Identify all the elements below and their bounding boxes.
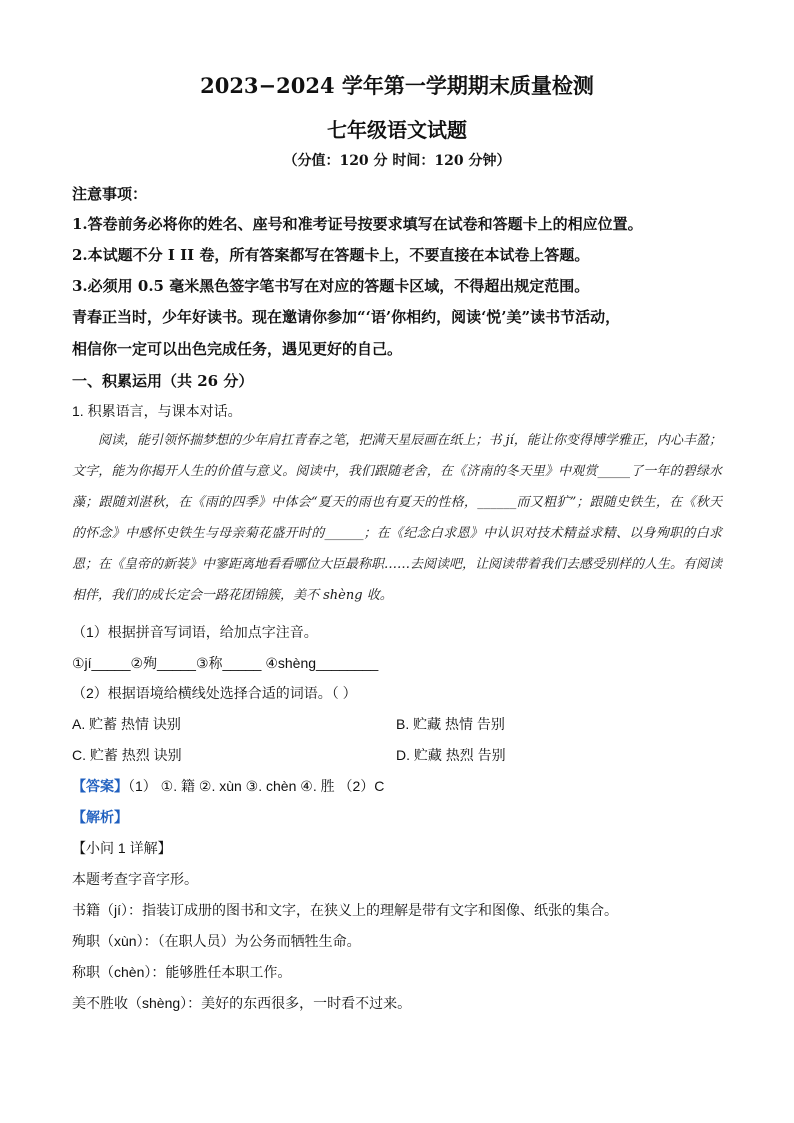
reading-passage: 阅读，能引领怀揣梦想的少年肩扛青春之笔，把满天星辰画在纸上；书 jí，能让你变得博学雅正，内心丰盈；文字，能为你揭开人生的价值与意义。阅读中，我们跟随老舍，在《济南的冬天里》中观赏_____了一年的碧绿水藻；跟随刘湛秋，在《雨的四季》中体会“夏天的雨也有夏天的性格，______而又粗犷”；跟随史铁生，在《秋天的怀念》中感怀史铁生与母亲菊花盛开时的______；在《纪念白求恩》中认识对技术精益求精、以身殉职的白求恩；在《皇帝的新装》中寥距离地看看哪位大臣最称职……去阅读吧，让阅读带着我们去感受别样的人生。有阅读相伴，我们的成长定会一路花团锦簇，美不 shèng 收。 (72, 433, 723, 603)
detail-label: 【小问 1 详解】 (72, 840, 172, 856)
exam-meta: （分值：120 分 时间：120 分钟） (283, 153, 511, 169)
notice-intro-2: 相信你一定可以出色完成任务，遇见更好的自己。 (72, 340, 403, 358)
exam-title: 2023−2024 学年第一学期期末质量检测 (200, 73, 594, 98)
detail-line-5: 美不胜收（shèng）：美好的东西很多，一时看不过来。 (72, 995, 412, 1011)
notice-item-3: 3.必须用 0.5 毫米黑色签字笔书写在对应的答题卡区域，不得超出规定范围。 (72, 277, 590, 295)
notice-item-2: 2.本试题不分 I II 卷，所有答案都写在答题卡上，不要直接在本试卷上答题。 (72, 246, 590, 264)
detail-line-3: 殉职（xùn）：（在职人员）为公务而牺牲生命。 (72, 933, 361, 949)
option-d: D. 贮藏 热烈 告别 (396, 747, 506, 763)
detail-line-2: 书籍（jí）：指装订成册的图书和文字，在狭义上的理解是带有文字和图像、纸张的集合。 (72, 902, 618, 918)
notice-heading: 注意事项： (72, 185, 148, 203)
sub-question-1: （1）根据拼音写词语，给加点字注音。 (72, 624, 318, 640)
notice-intro-1: 青春正当时，少年好读书。现在邀请你参加“‘语’你相约，阅读‘悦’美”读书节活动， (72, 308, 621, 326)
option-b: B. 贮藏 热情 告别 (396, 716, 505, 732)
answer-text: （1） ①. 籍 ②. xùn ③. chèn ④. 胜 （2）C (128, 778, 385, 794)
analysis-label: 【解析】 (72, 809, 128, 825)
exam-subtitle: 七年级语文试题 (327, 118, 467, 142)
sub-question-1-blanks: ①jí_____②殉_____③称_____ ④shèng________ (72, 655, 379, 671)
detail-line-4: 称职（chèn）：能够胜任本职工作。 (72, 964, 292, 980)
section-heading: 一、积累运用（共 26 分） (72, 372, 254, 390)
answer-label: 【答案】 (72, 778, 128, 794)
option-a: A. 贮蓄 热情 诀别 (72, 716, 181, 732)
answer-row (72, 776, 384, 796)
option-c: C. 贮蓄 热烈 诀别 (72, 747, 182, 763)
notice-item-1: 1.答卷前务必将你的姓名、座号和准考证号按要求填写在试卷和答题卡上的相应位置。 (72, 215, 643, 233)
question-1-title: 1. 积累语言，与课本对话。 (72, 403, 242, 419)
sub-question-2: （2）根据语境给横线处选择合适的词语。（ ） (72, 685, 357, 701)
detail-line-1: 本题考查字音字形。 (72, 871, 198, 887)
